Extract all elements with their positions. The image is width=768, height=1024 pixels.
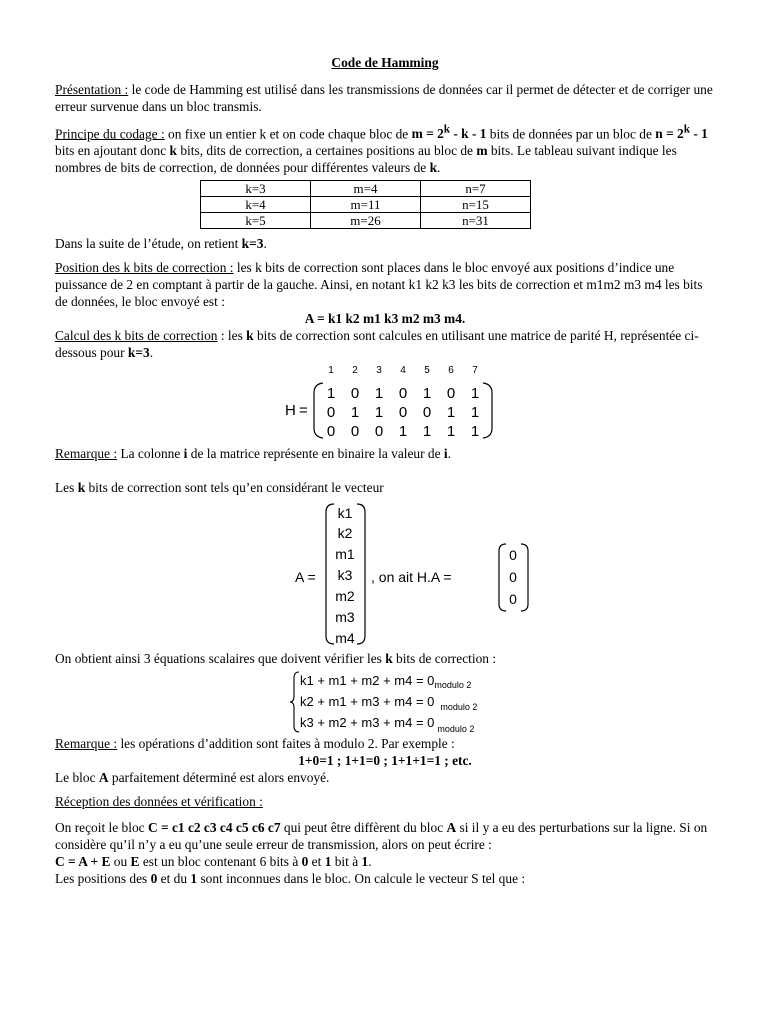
zero-vector-entry: 0 bbox=[509, 547, 517, 564]
matrix-col-header: 1 bbox=[328, 365, 334, 377]
principe-paragraph bbox=[55, 122, 715, 176]
matrix-cell: 1 bbox=[398, 423, 408, 441]
zero-vector-left-bracket bbox=[499, 544, 506, 611]
vecteur-text-2: bits de correction sont tels qu’en considérant le vecteur bbox=[85, 480, 384, 496]
equation-2-modulo: modulo 2 bbox=[440, 702, 478, 713]
reception-text-5: est un bloc contenant 6 bits à bbox=[139, 854, 302, 870]
zero-vector-entry: 0 bbox=[509, 591, 517, 608]
matrix-cell: 0 bbox=[326, 423, 336, 441]
remarque1-i: i bbox=[183, 446, 188, 462]
vecteur-k: k bbox=[77, 480, 86, 496]
retient-bold: k=3 bbox=[241, 236, 264, 252]
equation-1-lhs: k1 + m1 + m2 + m4 = 0 bbox=[300, 673, 435, 689]
matrix-cell: 1 bbox=[470, 423, 480, 441]
n-formula-exp: k bbox=[683, 124, 690, 136]
vector-entry: m4 bbox=[335, 630, 355, 647]
reception-heading: Réception des données et vérification : bbox=[55, 794, 263, 810]
calcul-text-2: bits de correction sont calcules en utilisant une matrice de parité H, représentée ci-dessous pour bbox=[55, 328, 699, 361]
reception-A: A bbox=[446, 820, 457, 836]
addition-example: 1+0=1 ; 1+1=0 ; 1+1+1=1 ; etc. bbox=[298, 753, 472, 769]
reception-E: E bbox=[130, 854, 140, 870]
table-cell: n=7 bbox=[421, 181, 531, 197]
matrix-cell: 1 bbox=[446, 423, 456, 441]
matrix-cell: 0 bbox=[446, 385, 456, 403]
vector-equation bbox=[295, 500, 535, 648]
system-brace bbox=[290, 672, 299, 732]
remarque2-paragraph bbox=[55, 735, 715, 752]
table-cell: k=4 bbox=[201, 197, 311, 213]
reception-eq: C = A + E bbox=[55, 854, 111, 870]
document-page bbox=[55, 54, 715, 887]
matrix-cell: 1 bbox=[470, 385, 480, 403]
m-formula-exp: k bbox=[443, 124, 450, 136]
vector-lhs: A = bbox=[295, 569, 316, 586]
equation-2-lhs: k2 + m1 + m3 + m4 = 0 bbox=[300, 694, 435, 710]
n-formula-tail: - 1 bbox=[689, 126, 708, 142]
m-formula-base: m = 2 bbox=[411, 126, 444, 142]
table-row bbox=[201, 197, 531, 213]
matrix-equals: = bbox=[299, 402, 308, 420]
vecteur-text-1: Les bbox=[55, 480, 78, 496]
matrix-cell: 0 bbox=[326, 404, 336, 422]
calcul-text-1: : les bbox=[217, 328, 247, 344]
reception-text-3: si il y a eu des perturbations sur la ligne. Si on considère qu’il n’y a eu qu’une seule erreur de transmission, alors on peut écrire : bbox=[55, 820, 708, 853]
equation-1-modulo: modulo 2 bbox=[434, 680, 472, 691]
matrix-col-header: 6 bbox=[448, 365, 454, 377]
equation-3-lhs: k3 + m2 + m3 + m4 = 0 bbox=[300, 715, 435, 731]
equation-3-modulo: modulo 2 bbox=[437, 724, 475, 735]
retient-end: . bbox=[263, 236, 267, 252]
vector-entry: k2 bbox=[337, 525, 353, 542]
principe-label: Principe du codage : bbox=[55, 126, 165, 142]
table-row bbox=[201, 181, 531, 197]
remarque2-text: les opérations d’addition sont faites à modulo 2. Par exemple : bbox=[117, 736, 455, 752]
bits-table bbox=[200, 180, 531, 229]
matrix-right-bracket bbox=[483, 383, 492, 438]
calcul-k: k bbox=[246, 328, 254, 344]
position-text: les k bits de correction sont places dans le bloc envoyé aux positions d’indice une puissance de 2 en comptant à partir de la gauche. Ainsi, en notant k1 k2 k3 les bits de correction et m1m2 m3 m4 les bits de données, le bloc envoyé est : bbox=[55, 260, 703, 310]
reception-text-2: qui peut être diffèrent du bloc bbox=[280, 820, 447, 836]
equation-system bbox=[290, 669, 510, 735]
principe-text-2: bits de données par un bloc de bbox=[486, 126, 656, 142]
reception-text-9: Les positions des bbox=[55, 871, 151, 887]
reception-text-1: On reçoit le bloc bbox=[55, 820, 148, 836]
obtient-text-2: bits de correction : bbox=[392, 651, 497, 667]
remarque1-label: Remarque : bbox=[55, 446, 118, 462]
zero-vector-entry: 0 bbox=[509, 569, 517, 586]
reception-text-6: et bbox=[308, 854, 325, 870]
matrix-col-header: 7 bbox=[472, 365, 478, 377]
reception-zero: 0 bbox=[301, 854, 309, 870]
matrix-cell: 0 bbox=[350, 385, 360, 403]
matrix-cell: 1 bbox=[446, 404, 456, 422]
vector-entry: k3 bbox=[337, 567, 353, 584]
reception-zero-2: 0 bbox=[150, 871, 158, 887]
calcul-end: . bbox=[149, 345, 154, 361]
envoye-A: A bbox=[98, 770, 109, 786]
obtient-k: k bbox=[385, 651, 393, 667]
matrix-cell: 0 bbox=[374, 423, 384, 441]
calcul-bold: k=3 bbox=[127, 345, 150, 361]
presentation-label: Présentation : bbox=[55, 82, 129, 97]
m-bold: m bbox=[476, 143, 488, 159]
vector-entry: k1 bbox=[337, 505, 353, 522]
parity-matrix bbox=[283, 363, 503, 443]
matrix-cell: 1 bbox=[470, 404, 480, 422]
vector-entry: m3 bbox=[335, 609, 355, 626]
reception-text-8: . bbox=[368, 854, 372, 870]
vector-right-bracket bbox=[357, 504, 365, 644]
vector-condition: , on ait H.A = bbox=[371, 569, 452, 586]
page-title: Code de Hamming bbox=[331, 55, 439, 70]
reception-text-10: et du bbox=[157, 871, 191, 887]
matrix-cell: 1 bbox=[422, 423, 432, 441]
m-formula-tail: - k - 1 bbox=[450, 126, 487, 142]
envoye-text-1: Le bloc bbox=[55, 770, 99, 786]
calcul-label: Calcul des k bits de correction bbox=[55, 328, 218, 344]
equation-2 bbox=[300, 694, 477, 712]
reception-text-4: ou bbox=[110, 854, 131, 870]
reception-one-2: 1 bbox=[361, 854, 369, 870]
position-label: Position des k bits de correction : bbox=[55, 260, 234, 276]
remarque1-text-2: de la matrice représente en binaire la valeur de bbox=[187, 446, 444, 462]
table-cell: k=3 bbox=[201, 181, 311, 197]
retient-text: Dans la suite de l’étude, on retient bbox=[55, 236, 242, 252]
vector-entry: m2 bbox=[335, 588, 355, 605]
matrix-cell: 1 bbox=[374, 385, 384, 403]
remarque1-i2: i bbox=[443, 446, 448, 462]
block-formula: A = k1 k2 m1 k3 m2 m3 m4. bbox=[304, 311, 466, 327]
matrix-cell: 0 bbox=[398, 385, 408, 403]
vector-left-bracket bbox=[326, 504, 334, 644]
reception-one-3: 1 bbox=[190, 871, 198, 887]
principe-text-5: bits. Le tableau suivant indique les nombres de bits de correction, de données pour différentes valeurs de bbox=[55, 143, 677, 176]
principe-text-1: on fixe un entier k et on code chaque bloc de bbox=[164, 126, 412, 142]
matrix-cell: 1 bbox=[422, 385, 432, 403]
table-row bbox=[201, 213, 531, 229]
matrix-name: H bbox=[285, 402, 296, 420]
vector-entry: m1 bbox=[335, 546, 355, 563]
equation-3 bbox=[300, 715, 474, 734]
remarque1-paragraph bbox=[55, 445, 715, 462]
table-cell: n=31 bbox=[421, 213, 531, 229]
remarque1-text-1: La colonne bbox=[117, 446, 184, 462]
reception-paragraph bbox=[55, 819, 715, 887]
envoye-text-2: parfaitement déterminé est alors envoyé. bbox=[108, 770, 330, 786]
matrix-cell: 0 bbox=[350, 423, 360, 441]
reception-text-7: bit à bbox=[331, 854, 362, 870]
zero-vector-right-bracket bbox=[521, 544, 528, 611]
table-cell: m=11 bbox=[311, 197, 421, 213]
presentation-paragraph bbox=[55, 81, 715, 115]
reception-C: C = c1 c2 c3 c4 c5 c6 c7 bbox=[147, 820, 281, 836]
matrix-cell: 0 bbox=[398, 404, 408, 422]
equation-1 bbox=[300, 673, 471, 690]
obtient-text-1: On obtient ainsi 3 équations scalaires que doivent vérifier les bbox=[55, 651, 386, 667]
k-bold-2: k bbox=[429, 160, 438, 176]
position-paragraph bbox=[55, 259, 715, 310]
principe-text-6: . bbox=[437, 160, 441, 176]
matrix-col-header: 2 bbox=[352, 365, 358, 377]
matrix-cell: 1 bbox=[350, 404, 360, 422]
table-cell: m=26 bbox=[311, 213, 421, 229]
matrix-cell: 1 bbox=[326, 385, 336, 403]
matrix-col-header: 4 bbox=[400, 365, 406, 377]
retient-paragraph bbox=[55, 235, 715, 252]
presentation-text: le code de Hamming est utilisé dans les transmissions de données car il permet de détecter et de corriger une erreur survenue dans un bloc transmis. bbox=[55, 82, 713, 114]
obtient-paragraph bbox=[55, 650, 715, 667]
envoye-paragraph bbox=[55, 769, 715, 786]
principe-text-4: bits, dits de correction, a certaines positions au bloc de bbox=[177, 143, 477, 159]
matrix-col-header: 3 bbox=[376, 365, 382, 377]
matrix-cell: 1 bbox=[374, 404, 384, 422]
reception-text-11: sont inconnues dans le bloc. On calcule le vecteur S tel que : bbox=[197, 871, 526, 887]
table-cell: m=4 bbox=[311, 181, 421, 197]
reception-one: 1 bbox=[324, 854, 332, 870]
matrix-col-header: 5 bbox=[424, 365, 430, 377]
matrix-cell: 0 bbox=[422, 404, 432, 422]
n-formula-base: n = 2 bbox=[655, 126, 684, 142]
k-bold: k bbox=[169, 143, 177, 159]
m-formula bbox=[412, 126, 487, 141]
n-formula bbox=[655, 126, 708, 141]
vecteur-intro-paragraph bbox=[55, 479, 715, 496]
table-cell: n=15 bbox=[421, 197, 531, 213]
matrix-left-bracket bbox=[314, 383, 323, 438]
table-cell: k=5 bbox=[201, 213, 311, 229]
calcul-paragraph bbox=[55, 327, 715, 361]
remarque1-end: . bbox=[447, 446, 452, 462]
remarque2-label: Remarque : bbox=[55, 736, 118, 752]
principe-text-3: bits en ajoutant donc bbox=[55, 143, 170, 159]
